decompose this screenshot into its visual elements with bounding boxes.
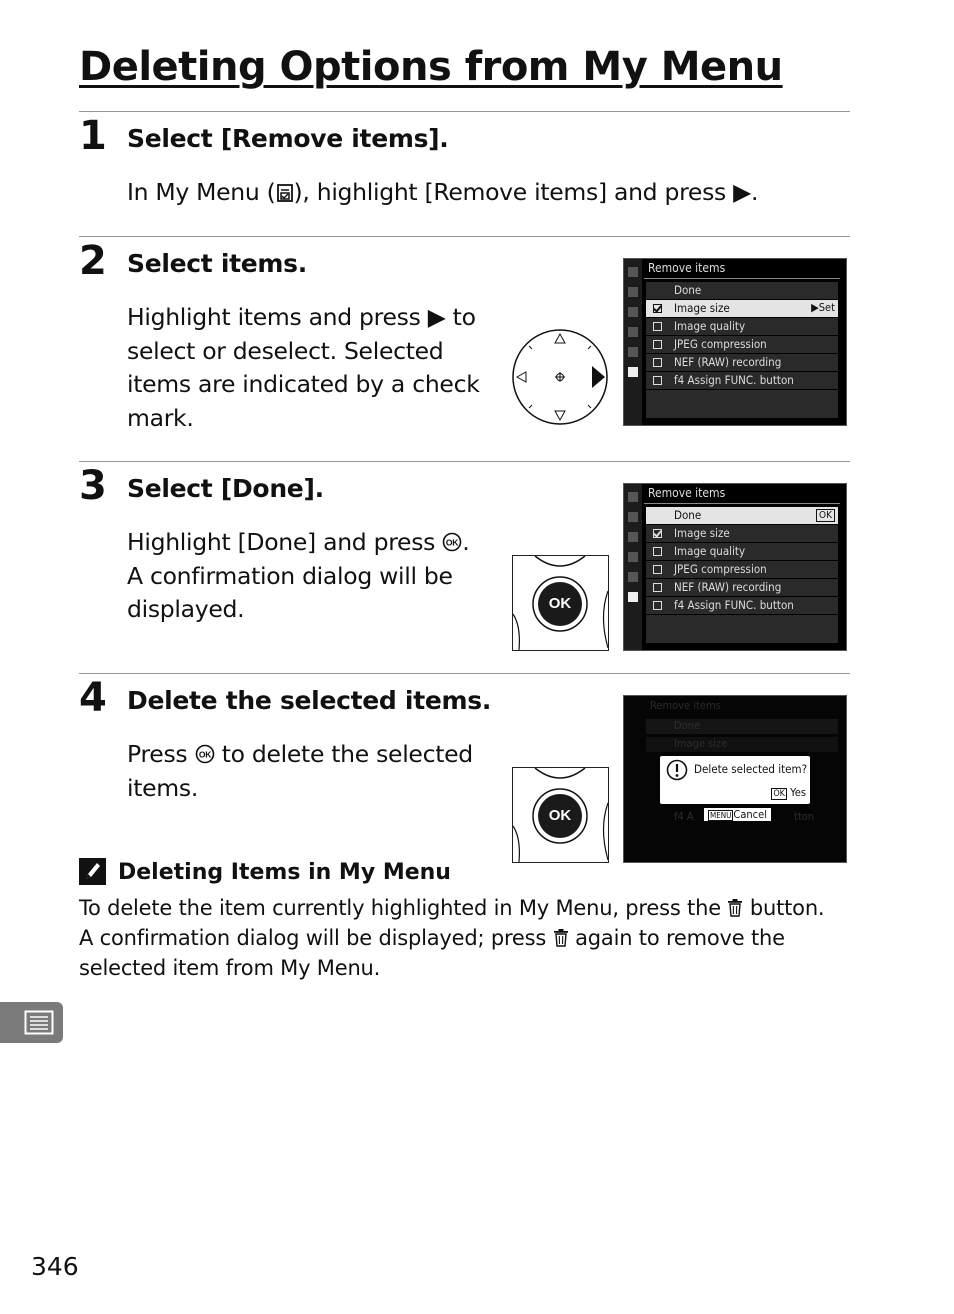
multi-selector-icon: [511, 328, 609, 426]
camera-screen-remove-items: [623, 258, 847, 426]
step-2-line-1b: to: [445, 303, 476, 331]
screen-row: [646, 543, 838, 560]
svg-text:OK: OK: [198, 749, 211, 760]
note-line-2a: A confirmation dialog will be displayed; press: [79, 926, 553, 950]
step-3-number: 3: [79, 463, 107, 509]
step-4-number: 4: [79, 675, 107, 721]
screen-title: Remove items: [648, 486, 726, 500]
my-menu-icon: [276, 183, 294, 203]
page-title: Deleting Options from My Menu: [79, 44, 783, 90]
ok-button: OK: [538, 582, 582, 626]
step-1-text-c: .: [750, 178, 759, 206]
faded-row: Image size: [646, 737, 838, 752]
checkbox-icon: [653, 358, 662, 367]
cancel-label: Cancel: [733, 808, 767, 821]
confirm-dialog: [660, 756, 810, 804]
screen-row: [646, 561, 838, 578]
divider: [79, 461, 850, 462]
step-4-line-1b: to delete the selected: [214, 740, 473, 768]
checkbox-icon: [653, 583, 662, 592]
note-heading: Deleting Items in My Menu: [118, 860, 451, 885]
checkbox-icon: [653, 565, 662, 574]
svg-text:OK: OK: [446, 537, 459, 548]
ok-key-icon: OK: [773, 789, 785, 799]
step-3-line-2: A confirmation dialog will be: [127, 561, 453, 590]
step-4-line-1: Press: [127, 740, 195, 768]
screen-row: [646, 318, 838, 335]
menu-tab-strip: [624, 259, 642, 425]
step-1-heading: Select [Remove items].: [127, 124, 449, 153]
ok-button: OK: [538, 794, 582, 838]
screen-row: [646, 597, 838, 614]
faded-title: Remove items: [650, 699, 721, 712]
dialog-question: Delete selected item?: [694, 762, 808, 776]
row-label: NEF (RAW) recording: [674, 355, 782, 369]
screen-row: [646, 507, 838, 524]
dialog-cancel-option[interactable]: [704, 808, 771, 821]
divider: [79, 673, 850, 674]
step-2-heading: Select items.: [127, 249, 307, 278]
step-3-line-1b: .: [462, 528, 470, 556]
checkbox-icon: [653, 376, 662, 385]
note-line-1b: button.: [743, 896, 825, 920]
row-label: JPEG compression: [674, 337, 767, 351]
trash-icon: [727, 898, 743, 917]
step-1-text-b: ), highlight [Remove items] and press: [293, 178, 734, 206]
row-label: Image size: [674, 526, 730, 540]
trash-icon: [553, 928, 569, 947]
screen-row: [646, 336, 838, 353]
screen-row: [646, 282, 838, 299]
step-3-body: [127, 526, 469, 627]
step-4-line-2: items.: [127, 773, 199, 802]
step-2-line-1: Highlight items and press: [127, 303, 428, 331]
menu-key-icon: MENU: [710, 811, 732, 820]
menu-list-icon: [24, 1010, 54, 1035]
step-3-line-3: displayed.: [127, 595, 245, 624]
camera-screen-confirm-dialog: [623, 695, 847, 863]
step-3-line-1: Highlight [Done] and press: [127, 528, 443, 556]
pencil-note-icon: [79, 858, 106, 885]
ok-button-icon: [442, 532, 462, 552]
camera-screen-done: [623, 483, 847, 651]
dialog-yes-option[interactable]: [771, 786, 806, 799]
yes-label: Yes: [790, 786, 806, 799]
ok-button-illustration: [512, 555, 609, 651]
step-2-body: [127, 301, 480, 436]
faded-row: tton: [794, 810, 815, 823]
screen-row: [646, 579, 838, 596]
note-line-1a: To delete the item currently highlighted in My Menu, press the: [79, 896, 728, 920]
divider: [79, 111, 850, 112]
checkbox-checked-icon: [653, 529, 662, 538]
step-3-heading: Select [Done].: [127, 474, 324, 503]
step-1-number: 1: [79, 113, 107, 159]
set-label: ▶Set: [811, 301, 835, 314]
screen-row: [646, 300, 838, 317]
right-arrow-icon: ▶: [733, 178, 751, 206]
faded-row: Done: [646, 719, 838, 734]
screen-row-empty: [646, 615, 838, 643]
screen-row: [646, 525, 838, 542]
checkbox-icon: [653, 340, 662, 349]
row-label: Done: [674, 508, 702, 522]
step-4-body: [127, 738, 473, 805]
screen-row: [646, 354, 838, 371]
row-label: f4 Assign FUNC. button: [674, 373, 794, 387]
step-2-number: 2: [79, 238, 107, 284]
warning-icon: [666, 759, 688, 781]
step-2-line-2: select or deselect. Selected: [127, 336, 444, 365]
screen-title: Remove items: [648, 261, 726, 275]
step-1-body: [127, 176, 758, 210]
screen-row-empty: [646, 390, 838, 418]
step-2-line-3: items are indicated by a check: [127, 370, 480, 399]
row-label: JPEG compression: [674, 562, 767, 576]
row-label: Image size: [674, 301, 730, 315]
checkbox-icon: [653, 322, 662, 331]
step-4-heading: Delete the selected items.: [127, 686, 492, 715]
step-1-text-a: In My Menu (: [127, 178, 276, 206]
ok-button-icon: [195, 744, 215, 764]
ok-button-illustration: [512, 767, 609, 863]
note-line-2b: again to remove the: [568, 926, 785, 950]
step-2-line-4: mark.: [127, 404, 194, 433]
row-label: Image quality: [674, 319, 746, 333]
note-body: [79, 893, 879, 983]
row-label: f4 Assign FUNC. button: [674, 598, 794, 612]
checkbox-icon: [653, 547, 662, 556]
note-line-3: selected item from My Menu.: [79, 956, 381, 980]
menu-tab-strip: [624, 484, 642, 650]
ok-key-label: OK: [816, 509, 835, 522]
checkbox-icon: [653, 601, 662, 610]
row-label: Done: [674, 283, 702, 297]
row-label: Image quality: [674, 544, 746, 558]
page-number: 346: [31, 1252, 79, 1281]
checkbox-checked-icon: [653, 304, 662, 313]
screen-row: [646, 372, 838, 389]
right-arrow-icon: ▶: [427, 303, 446, 331]
section-tab: [0, 1002, 63, 1043]
row-label: NEF (RAW) recording: [674, 580, 782, 594]
faded-row: f4 A: [674, 810, 694, 823]
divider: [79, 236, 850, 237]
